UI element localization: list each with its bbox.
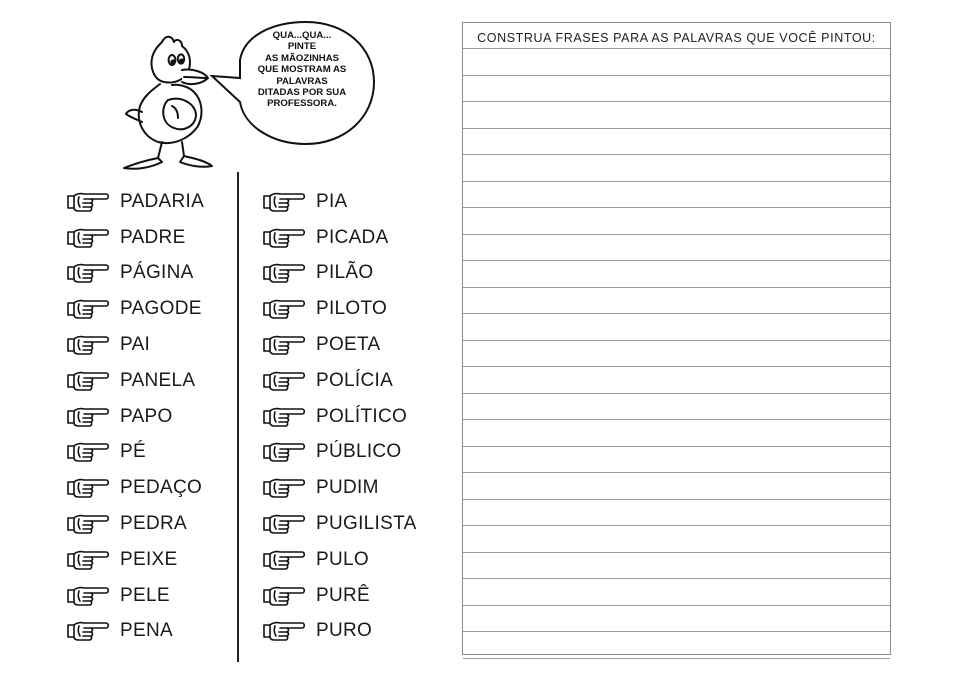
writing-line[interactable] — [463, 473, 890, 500]
pointing-hand-icon[interactable] — [262, 477, 316, 499]
bubble-line: DITADAS POR SUA — [257, 87, 347, 99]
bubble-line: PALAVRAS — [276, 75, 328, 87]
word-label: PURO — [316, 620, 373, 642]
pointing-hand-icon[interactable] — [66, 441, 120, 463]
pointing-hand-icon[interactable] — [66, 191, 120, 213]
word-label: POETA — [316, 334, 381, 356]
pointing-hand-icon[interactable] — [66, 227, 120, 249]
pointing-hand-icon[interactable] — [262, 441, 316, 463]
word-column-right — [262, 184, 417, 649]
pointing-hand-icon[interactable] — [262, 513, 316, 535]
word-item[interactable] — [66, 256, 204, 292]
pointing-hand-icon[interactable] — [262, 191, 316, 213]
pointing-hand-icon[interactable] — [262, 549, 316, 571]
writing-line[interactable] — [463, 447, 890, 474]
word-label: PADARIA — [120, 190, 205, 212]
writing-lines — [463, 49, 890, 659]
word-label: PÉ — [120, 441, 146, 463]
pointing-hand-icon[interactable] — [262, 406, 316, 428]
writing-line[interactable] — [463, 129, 890, 156]
word-label: PILOTO — [316, 298, 388, 320]
writing-line[interactable] — [463, 49, 890, 76]
word-item[interactable] — [262, 614, 417, 650]
word-label: PÁGINA — [120, 262, 194, 284]
word-label: PUDIM — [316, 477, 379, 499]
word-item[interactable] — [262, 470, 417, 506]
pointing-hand-icon[interactable] — [66, 262, 120, 284]
word-column-left — [66, 184, 204, 649]
writing-line[interactable] — [463, 314, 890, 341]
pointing-hand-icon[interactable] — [262, 334, 316, 356]
sentence-panel — [462, 22, 891, 655]
writing-line[interactable] — [463, 500, 890, 527]
bubble-line: AS MÃOZINHAS — [264, 52, 340, 64]
writing-line[interactable] — [463, 526, 890, 553]
pointing-hand-icon[interactable] — [262, 370, 316, 392]
word-item[interactable] — [66, 470, 204, 506]
word-item[interactable] — [262, 184, 417, 220]
word-label: PADRE — [120, 226, 186, 248]
word-item[interactable] — [262, 327, 417, 363]
word-item[interactable] — [262, 220, 417, 256]
pointing-hand-icon[interactable] — [262, 620, 316, 642]
word-label: PAI — [120, 334, 151, 356]
writing-line[interactable] — [463, 367, 890, 394]
word-label: PAGODE — [120, 298, 202, 320]
writing-line[interactable] — [463, 76, 890, 103]
bubble-line: PROFESSORA. — [267, 98, 337, 110]
writing-line[interactable] — [463, 606, 890, 633]
word-label: PEDRA — [120, 513, 187, 535]
writing-line[interactable] — [463, 155, 890, 182]
word-label: POLÍCIA — [316, 369, 394, 391]
word-label: PENA — [120, 620, 173, 642]
writing-line[interactable] — [463, 394, 890, 421]
writing-line[interactable] — [463, 579, 890, 606]
word-item[interactable] — [66, 542, 204, 578]
bubble-text — [244, 30, 360, 110]
writing-line[interactable] — [463, 288, 890, 315]
pointing-hand-icon[interactable] — [66, 549, 120, 571]
pointing-hand-icon[interactable] — [66, 298, 120, 320]
word-label: PELE — [120, 584, 170, 606]
pointing-hand-icon[interactable] — [66, 406, 120, 428]
word-label: PUGILISTA — [316, 513, 417, 535]
writing-line[interactable] — [463, 553, 890, 580]
word-label: PICADA — [316, 226, 389, 248]
word-item[interactable] — [66, 184, 204, 220]
writing-line[interactable] — [463, 182, 890, 209]
word-item[interactable] — [66, 363, 204, 399]
word-label: POLÍTICO — [316, 405, 408, 427]
word-item[interactable] — [262, 291, 417, 327]
bubble-line: QUE MOSTRAM AS — [257, 64, 347, 76]
word-item[interactable] — [66, 327, 204, 363]
pointing-hand-icon[interactable] — [262, 298, 316, 320]
pointing-hand-icon[interactable] — [66, 477, 120, 499]
word-item[interactable] — [66, 614, 204, 650]
word-label: PILÃO — [316, 262, 374, 284]
pointing-hand-icon[interactable] — [262, 585, 316, 607]
writing-line[interactable] — [463, 261, 890, 288]
word-item[interactable] — [262, 542, 417, 578]
pointing-hand-icon[interactable] — [66, 585, 120, 607]
bubble-line: QUA...QUA... — [272, 30, 332, 41]
word-label: PURÊ — [316, 584, 370, 606]
pointing-hand-icon[interactable] — [66, 620, 120, 642]
word-item[interactable] — [262, 256, 417, 292]
word-item[interactable] — [262, 435, 417, 471]
pointing-hand-icon[interactable] — [66, 334, 120, 356]
word-label: PANELA — [120, 369, 196, 391]
word-label: PÚBLICO — [316, 441, 402, 463]
word-item[interactable] — [66, 291, 204, 327]
word-item[interactable] — [66, 506, 204, 542]
pointing-hand-icon[interactable] — [262, 262, 316, 284]
word-label: PEDAÇO — [120, 477, 203, 499]
word-label: PIA — [316, 190, 348, 212]
word-item[interactable] — [262, 506, 417, 542]
writing-line[interactable] — [463, 208, 890, 235]
writing-line[interactable] — [463, 341, 890, 368]
writing-line[interactable] — [463, 420, 890, 447]
word-item[interactable] — [262, 578, 417, 614]
word-item[interactable] — [66, 578, 204, 614]
writing-line[interactable] — [463, 235, 890, 262]
word-label: PEIXE — [120, 548, 178, 570]
pointing-hand-icon[interactable] — [66, 513, 120, 535]
duck-illustration — [112, 28, 222, 176]
word-item[interactable] — [66, 435, 204, 471]
word-item[interactable] — [66, 399, 204, 435]
word-item[interactable] — [262, 363, 417, 399]
pointing-hand-icon[interactable] — [66, 370, 120, 392]
word-item[interactable] — [262, 399, 417, 435]
panel-title: CONSTRUA FRASES PARA AS PALAVRAS QUE VOCÊ PINTOU: — [463, 23, 890, 49]
word-label: PULO — [316, 548, 369, 570]
bubble-line: PINTE — [287, 41, 317, 53]
word-label: PAPO — [120, 405, 173, 427]
writing-line[interactable] — [463, 632, 890, 659]
writing-line[interactable] — [463, 102, 890, 129]
pointing-hand-icon[interactable] — [262, 227, 316, 249]
word-item[interactable] — [66, 220, 204, 256]
column-divider — [237, 172, 239, 662]
